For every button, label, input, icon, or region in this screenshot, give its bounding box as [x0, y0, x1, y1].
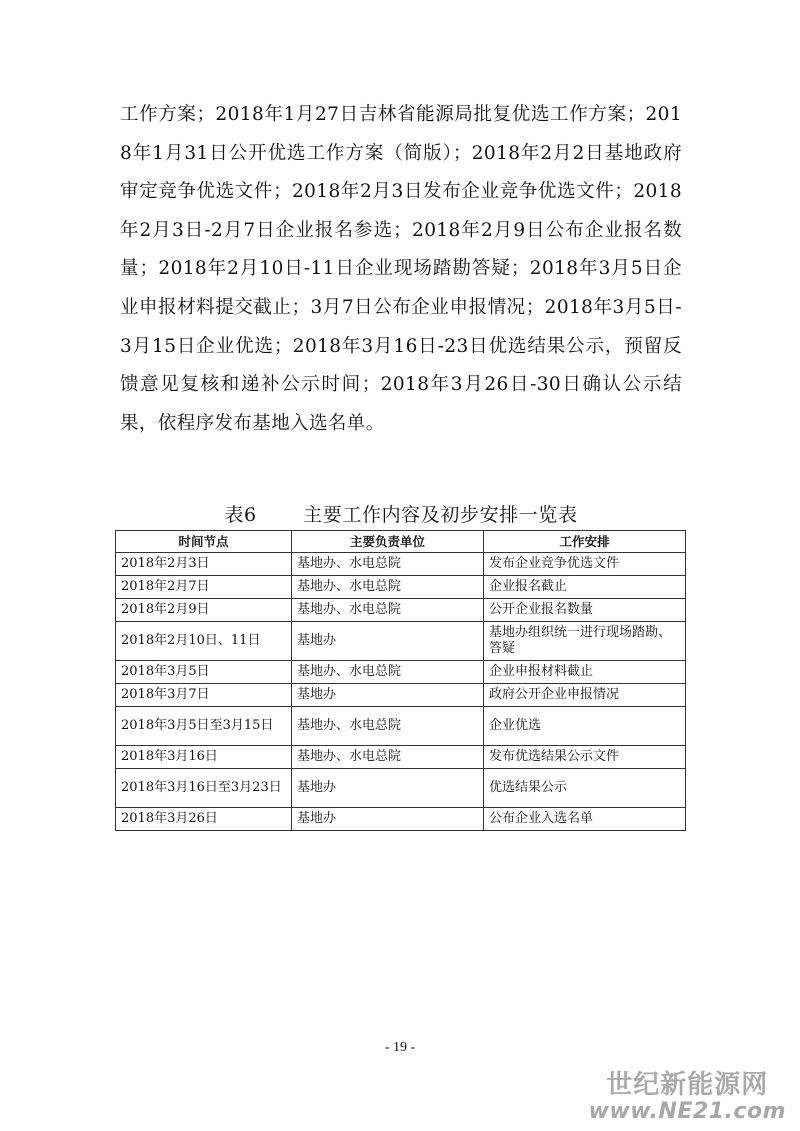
cell-work-arrangement: 企业申报材料截止 — [484, 661, 686, 684]
header-responsible-unit: 主要负责单位 — [292, 531, 484, 553]
cell-time-node: 2018年2月9日 — [116, 599, 292, 622]
cell-work-arrangement: 企业报名截止 — [484, 576, 686, 599]
cell-time-node: 2018年3月7日 — [116, 684, 292, 707]
cell-work-arrangement: 公开企业报名数量 — [484, 599, 686, 622]
cell-time-node: 2018年2月10日、11日 — [116, 622, 292, 661]
table-row — [116, 808, 686, 831]
cell-responsible-unit: 基地办、水电总院 — [292, 707, 484, 746]
cell-time-node: 2018年3月5日至3月15日 — [116, 707, 292, 746]
table-row — [116, 684, 686, 707]
schedule-table — [115, 530, 686, 831]
cell-work-arrangement: 发布企业竞争优选文件 — [484, 553, 686, 576]
watermark-url: www.NE21.com — [588, 1099, 786, 1124]
table-header-row — [116, 531, 686, 553]
header-time-node: 时间节点 — [116, 531, 292, 553]
cell-time-node: 2018年2月3日 — [116, 553, 292, 576]
body-paragraph: 工作方案；2018年1月27日吉林省能源局批复优选工作方案；2018年1月31日公开优选工作方案（简版）；2018年2月2日基地政府审定竞争优选文件；2018年2月3日发布企业竞争优选文件；2018年2月3日-2月7日企业报名参选；2018年2月9日公布企业报名数量；2018年2月10日-11日企业现场踏勘答疑；2018年3月5日企业申报材料提交截止；3月7日公布企业申报情况；2018年3月5日-3月15日企业优选；2018年3月16日-23日优选结果公示，预留反馈意见复核和递补公示时间；2018年3月26日-30日确认公示结果，依程序发布基地入选名单。 — [120, 104, 682, 434]
cell-responsible-unit: 基地办 — [292, 622, 484, 661]
cell-responsible-unit: 基地办、水电总院 — [292, 553, 484, 576]
cell-responsible-unit: 基地办 — [292, 769, 484, 808]
watermark-name: 世纪新能源网 — [606, 1070, 769, 1100]
table-caption: 表6 主要工作内容及初步安排一览表 — [224, 504, 578, 526]
header-work-arrangement: 工作安排 — [484, 531, 686, 553]
cell-work-arrangement: 公布企业入选名单 — [484, 808, 686, 831]
cell-work-arrangement: 发布优选结果公示文件 — [484, 746, 686, 769]
table-row — [116, 661, 686, 684]
table-row — [116, 576, 686, 599]
cell-work-arrangement: 政府公开企业申报情况 — [484, 684, 686, 707]
cell-time-node: 2018年3月16日至3月23日 — [116, 769, 292, 808]
cell-work-arrangement: 企业优选 — [484, 707, 686, 746]
table-row — [116, 746, 686, 769]
cell-responsible-unit: 基地办、水电总院 — [292, 746, 484, 769]
cell-responsible-unit: 基地办、水电总院 — [292, 661, 484, 684]
cell-time-node: 2018年3月26日 — [116, 808, 292, 831]
cell-time-node: 2018年2月7日 — [116, 576, 292, 599]
cell-responsible-unit: 基地办 — [292, 808, 484, 831]
watermark-logo — [589, 1070, 786, 1124]
cell-work-arrangement: 优选结果公示 — [484, 769, 686, 808]
cell-work-arrangement: 基地办组织统一进行现场踏勘、答疑 — [484, 622, 686, 661]
table-row — [116, 769, 686, 808]
table-body — [116, 553, 686, 831]
cell-responsible-unit: 基地办、水电总院 — [292, 576, 484, 599]
cell-responsible-unit: 基地办、水电总院 — [292, 599, 484, 622]
table-row — [116, 599, 686, 622]
table-row — [116, 707, 686, 746]
page-number: - 19 - — [384, 1040, 416, 1055]
cell-time-node: 2018年3月5日 — [116, 661, 292, 684]
table-row — [116, 622, 686, 661]
table-row — [116, 553, 686, 576]
cell-time-node: 2018年3月16日 — [116, 746, 292, 769]
cell-responsible-unit: 基地办 — [292, 684, 484, 707]
